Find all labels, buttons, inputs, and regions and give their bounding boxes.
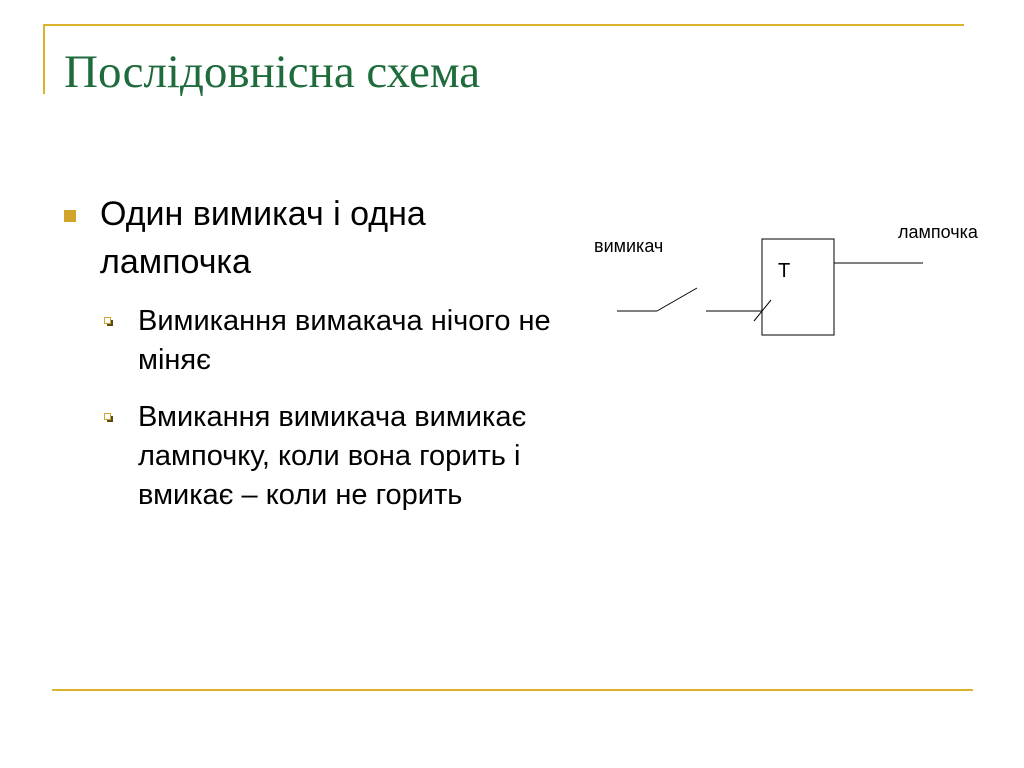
switch-lever [657, 288, 697, 311]
switch-label: вимикач [594, 236, 664, 256]
lamp-label: лампочка [898, 222, 978, 242]
t-flipflop-box [762, 239, 834, 335]
slide-title: Послідовнісна схема [64, 46, 481, 98]
sub-bullet-text: Вимикання вимакача нічого не міняє [138, 305, 551, 376]
flipflop-label: T [778, 260, 791, 282]
main-bullet-text: Один вимикач і одна лампочка [100, 195, 426, 281]
sub-bullet-text: Вмикання вимикача вимикає лампочку, коли вона горить і вмикає – коли не горить [138, 401, 527, 511]
